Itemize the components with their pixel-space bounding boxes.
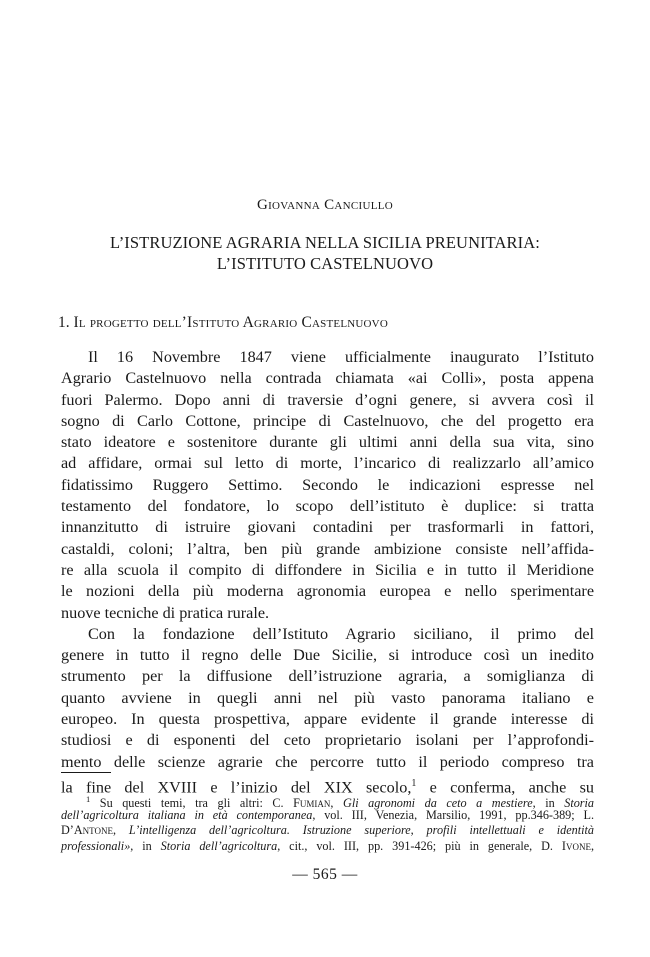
text-line: le nozioni della più moderna agronomia europea e nello sperimentare xyxy=(61,582,594,601)
body-text xyxy=(61,347,595,797)
footnote-line xyxy=(61,839,594,855)
footnote-text: , xyxy=(113,823,129,837)
article-title xyxy=(40,232,610,274)
footnote-text: , xyxy=(330,796,344,811)
footnote-work-title: professionali» xyxy=(61,838,131,853)
text-segment: la fine del XVIII e l’inizio del XIX secolo, xyxy=(61,778,412,797)
footnote-work-title: Gli agronomi da ceto a mestiere xyxy=(343,796,533,811)
footnote-author: Ivone xyxy=(561,838,591,853)
footnote-text: , cit., vol. III, pp. 391-426; più in generale, D. xyxy=(277,838,562,853)
text-line: Il 16 Novembre 1847 viene ufficialmente inaugurato l’Istituto xyxy=(88,348,594,366)
text-line: stato ideatore e sostenitore durante gli ultimi anni della sua vita, sino xyxy=(61,433,594,452)
section-title: Il progetto dell’Istituto Agrario Castelnuovo xyxy=(73,314,388,331)
footnote-line xyxy=(61,808,594,824)
title-line: L’ISTITUTO CASTELNUOVO xyxy=(216,254,434,273)
text-line: Agrario Castelnuovo nella contrada chiamata «ai Colli», posta appena xyxy=(61,369,594,388)
footnote-line xyxy=(61,792,595,811)
footnote-line xyxy=(61,823,594,839)
footnote-marker: 1 xyxy=(86,794,91,804)
text-line: europeo. In questa prospettiva, appare evidente il grande interesse di xyxy=(61,710,594,729)
footnotes xyxy=(61,792,594,854)
text-line: re alla scuola il compito di diffondere in Sicilia e in tutto il Meridione xyxy=(61,560,594,579)
text-line: quanto avviene in quegli anni nel più vasto panorama italiano e xyxy=(61,688,594,707)
text-line: genere in tutto il regno delle Due Sicilie, si introduce così un inedito xyxy=(61,646,594,665)
text-line: studiosi e di esponenti del ceto proprietario isolani per l’approfondi- xyxy=(61,731,594,750)
footnote-separator xyxy=(61,772,111,773)
footnote-text: , xyxy=(590,838,594,853)
footnote-author: D’Antone xyxy=(61,823,113,837)
footnote-text: Su questi temi, tra gli altri: C. xyxy=(99,796,294,811)
footnote-text: , in xyxy=(532,796,565,811)
footnote-text: , vol. III, Venezia, Marsilio, 1991, pp.346-389; L. xyxy=(312,807,594,822)
text-line: Con la fondazione dell’Istituto Agrario siciliano, il primo del xyxy=(88,624,594,643)
footnote-text: , in xyxy=(130,838,161,853)
section-heading xyxy=(58,314,598,332)
text-line: ad affidare, ormai sul letto di morte, l’incarico di realizzarlo all’amico xyxy=(61,454,594,473)
text-line: innanzitutto di istruire giovani contadini per trasformarli in fattori, xyxy=(61,518,594,537)
title-line: L’ISTRUZIONE AGRARIA NELLA SICILIA PREUNITARIA: xyxy=(110,233,540,252)
text-line: mento delle scienze agrarie che percorre tutto il periodo compreso tra xyxy=(61,752,594,771)
footnote-work-title: Storia dell’agricoltura xyxy=(160,838,278,853)
footnote-work-title: Storia xyxy=(564,796,595,811)
section-number: 1. xyxy=(58,314,70,331)
page-number: — 565 — xyxy=(292,866,358,883)
text-line: testamento del fondatore, lo scopo dell’istituto è duplice: si tratta xyxy=(61,497,594,516)
text-line: sogno di Carlo Cottone, principe di Castelnuovo, che del progetto era xyxy=(61,411,594,430)
footnote-work-title: L’intelligenza dell’agricoltura. Istruzione superiore, profili intellettuali e identità xyxy=(128,823,594,837)
text-line: nuove tecniche di pratica rurale. xyxy=(61,603,270,622)
footnote-work-title: dell’agricoltura italiana in età contemporanea xyxy=(61,807,313,822)
text-line: castaldi, coloni; l’altra, ben più grande ambizione consiste nell’affida- xyxy=(61,539,594,558)
text-segment: e conferma, anche su xyxy=(416,778,595,797)
footnote-reference[interactable]: 1 xyxy=(411,777,417,789)
text-line: strumento per la diffusione dell’istruzione agraria, a somiglianza di xyxy=(61,667,594,686)
text-line: fidatissimo Ruggero Settimo. Secondo le indicazioni espresse nel xyxy=(61,475,594,494)
footnote-author: Fumian xyxy=(293,796,331,811)
text-line: fuori Palermo. Dopo anni di traversie d’ogni genere, si avvera così il xyxy=(61,390,594,409)
author-name: Giovanna Canciullo xyxy=(256,197,394,213)
